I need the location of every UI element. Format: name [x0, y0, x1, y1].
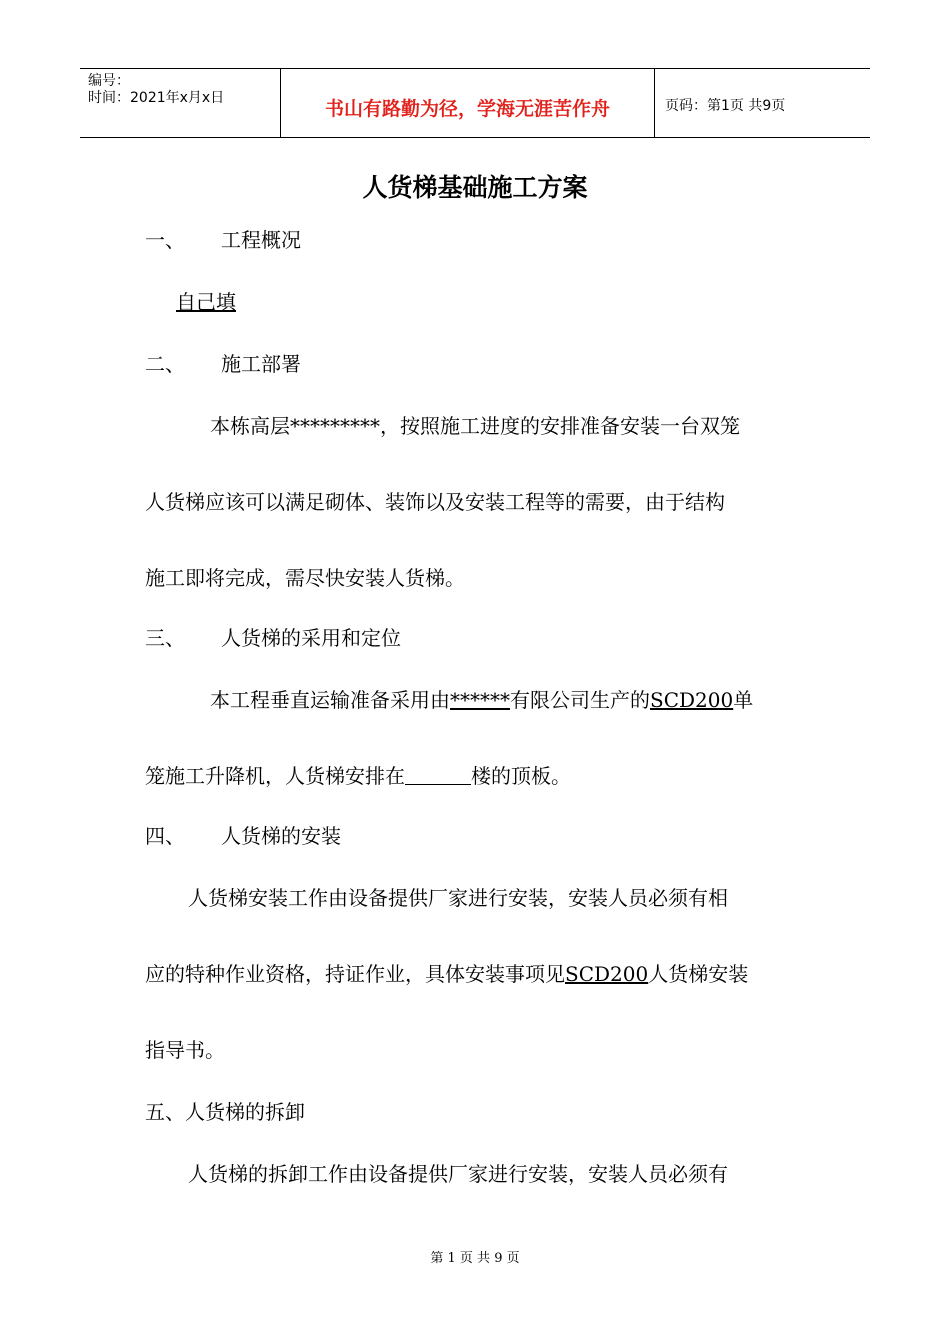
document-title: 人货梯基础施工方案 — [362, 173, 588, 202]
section-4-para-line-3: 指导书。 — [145, 1038, 225, 1062]
doc-number-label: 编号： — [88, 73, 130, 89]
section-1-number: 一、 — [145, 228, 185, 252]
building-blank — [405, 766, 471, 785]
section-2-number: 二、 — [145, 352, 185, 376]
section-5-para-line-1: 人货梯的拆卸工作由设备提供厂家进行安装，安装人员必须有 — [188, 1162, 728, 1186]
section-2-title: 施工部署 — [221, 352, 301, 376]
page-header — [80, 68, 870, 138]
text-run: 人货梯安装 — [648, 962, 749, 986]
text-run: 单 — [733, 688, 754, 712]
text-run: 应的特种作业资格，持证作业，具体安装事项见 — [145, 962, 565, 986]
text-run: 笼施工升降机，人货梯安排在 — [145, 764, 405, 788]
section-4-heading — [145, 820, 341, 849]
text-run: 本工程垂直运输准备采用由 — [210, 688, 450, 712]
section-4-para-line-2 — [145, 958, 748, 987]
section-4-title: 人货梯的安装 — [221, 824, 341, 848]
doc-time-label: 时间：2021年x月x日 — [88, 90, 225, 106]
model-name: SCD200 — [650, 688, 734, 712]
section-4-para-line-1: 人货梯安装工作由设备提供厂家进行安装，安装人员必须有相 — [188, 886, 728, 910]
section-1-heading — [145, 224, 301, 253]
section-2-para-line-2: 人货梯应该可以满足砌体、装饰以及安装工程等的需要，由于结构 — [145, 490, 725, 514]
section-3-para-line-1 — [210, 684, 753, 713]
section-4-number: 四、 — [145, 824, 185, 848]
company-placeholder: ****** — [450, 688, 510, 712]
section-2-heading — [145, 348, 301, 377]
header-meta — [80, 69, 281, 137]
section-3-heading — [145, 622, 401, 651]
section-1-fill: 自己填 — [176, 290, 236, 314]
section-5-heading: 五、人货梯的拆卸 — [145, 1100, 305, 1124]
section-1-title: 工程概况 — [221, 228, 301, 252]
section-3-number: 三、 — [145, 626, 185, 650]
section-3-title: 人货梯的采用和定位 — [221, 626, 401, 650]
page-footer: 第 1 页 共 9 页 — [430, 1251, 520, 1266]
text-run: 有限公司生产的 — [510, 688, 650, 712]
text-run: 楼的顶板。 — [471, 764, 571, 788]
section-2-para-line-3: 施工即将完成，需尽快安装人货梯。 — [145, 566, 465, 590]
model-name: SCD200 — [565, 962, 649, 986]
header-page-info: 页码：第1页 共9页 — [665, 98, 786, 114]
header-motto: 书山有路勤为径，学海无涯苦作舟 — [281, 69, 655, 137]
section-3-para-line-2 — [145, 760, 571, 789]
section-2-para-line-1: 本栋高层*********，按照施工进度的安排准备安装一台双笼 — [210, 414, 740, 438]
